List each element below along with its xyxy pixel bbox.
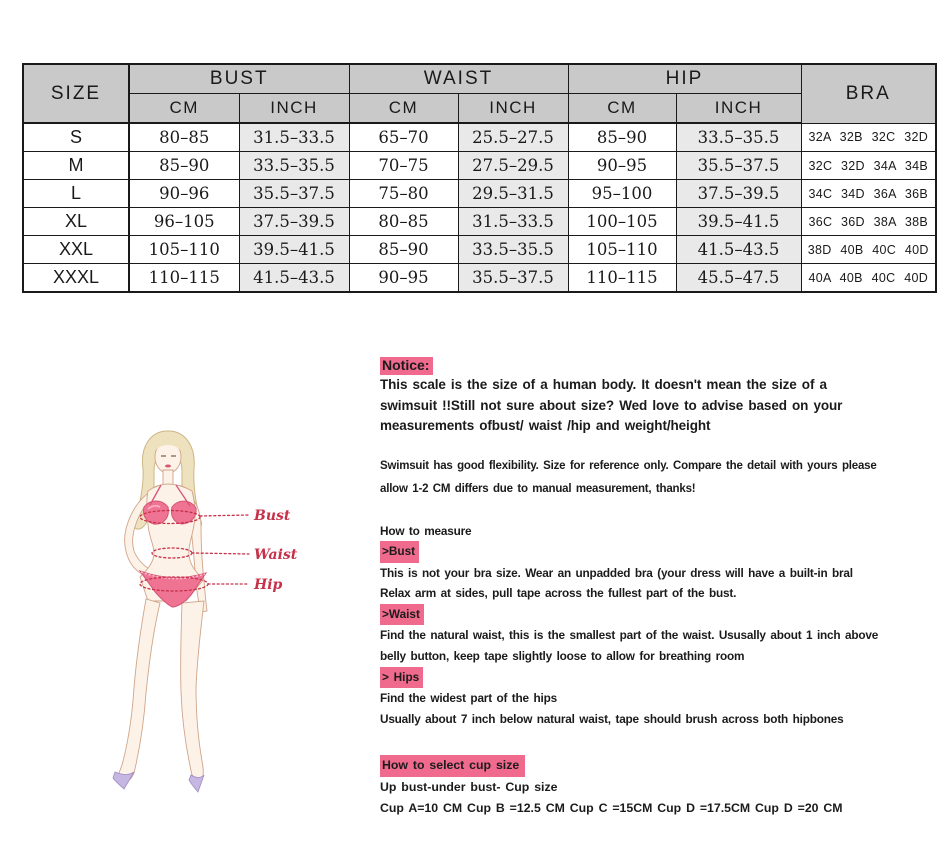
header-bust: BUST xyxy=(129,64,349,94)
cell-bra: 34C 34D 36A 36B xyxy=(801,180,936,208)
table-row xyxy=(23,152,936,180)
header-hip-cm: CM xyxy=(568,94,676,124)
cell-waist-inch: 31.5–33.5 xyxy=(458,208,568,236)
waist-instruction-line: belly button, keep tape slightly loose to allow for breathing room xyxy=(380,649,745,664)
header-size: SIZE xyxy=(23,64,129,123)
cell-bust-inch: 35.5–37.5 xyxy=(239,180,349,208)
cell-size: L xyxy=(23,180,129,208)
table-row xyxy=(23,208,936,236)
cell-bust-inch: 33.5–35.5 xyxy=(239,152,349,180)
table-row xyxy=(23,264,936,293)
cell-waist-cm: 90–95 xyxy=(349,264,458,293)
header-bust-inch: INCH xyxy=(239,94,349,124)
bust-instruction-line: This is not your bra size. Wear an unpadded bra (your dress will have a built-in bral xyxy=(380,565,853,580)
hips-instruction-line: Usually about 7 inch below natural waist, tape should brush across both hipbones xyxy=(380,711,844,726)
cell-hip-cm: 100–105 xyxy=(568,208,676,236)
cell-hip-cm: 105–110 xyxy=(568,236,676,264)
waist-label: Waist xyxy=(254,547,298,563)
cell-bra: 36C 36D 38A 38B xyxy=(801,208,936,236)
bust-label: Bust xyxy=(254,508,291,524)
cell-hip-inch: 41.5–43.5 xyxy=(676,236,801,264)
waist-tag: >Waist xyxy=(380,604,424,626)
header-hip-inch: INCH xyxy=(676,94,801,124)
bikini-top-left-cup xyxy=(143,501,168,524)
right-shoe xyxy=(189,775,204,792)
cell-bust-cm: 90–96 xyxy=(129,180,239,208)
waist-tag-line xyxy=(380,604,942,626)
cell-bust-cm: 110–115 xyxy=(129,264,239,293)
bust-measure-line xyxy=(200,515,249,516)
size-chart-table xyxy=(22,63,937,293)
left-leg xyxy=(116,599,160,783)
cup-heading: How to select cup size xyxy=(380,755,525,777)
lips xyxy=(165,465,171,468)
measurement-figure xyxy=(88,423,378,823)
cell-waist-inch: 29.5–31.5 xyxy=(458,180,568,208)
how-to-measure-title: How to measure xyxy=(380,523,472,538)
cell-hip-cm: 95–100 xyxy=(568,180,676,208)
cup-size-section xyxy=(380,755,942,819)
hips-tag: > Hips xyxy=(380,667,423,689)
bust-instruction-line: Relax arm at sides, pull tape across the fullest part of the bust. xyxy=(380,586,737,601)
cell-size: S xyxy=(23,123,129,152)
header-waist: WAIST xyxy=(349,64,568,94)
how-to-measure-section xyxy=(380,521,942,730)
cup-heading-line xyxy=(380,755,942,777)
cell-hip-inch: 39.5–41.5 xyxy=(676,208,801,236)
right-leg xyxy=(181,601,204,783)
cell-bra: 38D 40B 40C 40D xyxy=(801,236,936,264)
notice-line: measurements ofbust/ waist /hip and weight/height xyxy=(380,418,711,433)
notice-heading: Notice: xyxy=(380,357,433,375)
cell-bust-cm: 80–85 xyxy=(129,123,239,152)
cell-bra: 32A 32B 32C 32D xyxy=(801,123,936,152)
hips-instruction-line: Find the widest part of the hips xyxy=(380,691,557,706)
cell-hip-cm: 110–115 xyxy=(568,264,676,293)
cell-hip-inch: 45.5–47.5 xyxy=(676,264,801,293)
cell-bust-cm: 105–110 xyxy=(129,236,239,264)
size-guide-text xyxy=(380,351,942,819)
notice-heading-line xyxy=(380,351,942,375)
bust-tag-line xyxy=(380,541,942,563)
cell-bust-inch: 39.5–41.5 xyxy=(239,236,349,264)
figure-illustration xyxy=(88,423,378,823)
flexibility-note-line: Swimsuit has good flexibility. Size for reference only. Compare the detail with yours please xyxy=(380,459,877,472)
cell-size: XL xyxy=(23,208,129,236)
header-waist-cm: CM xyxy=(349,94,458,124)
table-row xyxy=(23,123,936,152)
cell-bra: 32C 32D 34A 34B xyxy=(801,152,936,180)
header-waist-inch: INCH xyxy=(458,94,568,124)
cell-waist-cm: 80–85 xyxy=(349,208,458,236)
cup-line: Up bust-under bust- Cup size xyxy=(380,780,558,795)
header-hip: HIP xyxy=(568,64,801,94)
cell-hip-inch: 33.5–35.5 xyxy=(676,123,801,152)
cell-waist-inch: 33.5–35.5 xyxy=(458,236,568,264)
flexibility-note xyxy=(380,455,942,501)
cell-size: XXL xyxy=(23,236,129,264)
table-row xyxy=(23,180,936,208)
waist-instruction-line: Find the natural waist, this is the smallest part of the waist. Ususally about 1 inch above xyxy=(380,628,879,643)
left-shoe xyxy=(113,772,134,789)
header-bust-cm: CM xyxy=(129,94,239,124)
cell-bust-cm: 96–105 xyxy=(129,208,239,236)
cell-hip-inch: 37.5–39.5 xyxy=(676,180,801,208)
cell-bust-inch: 41.5–43.5 xyxy=(239,264,349,293)
cell-waist-cm: 85–90 xyxy=(349,236,458,264)
cell-waist-inch: 35.5–37.5 xyxy=(458,264,568,293)
bust-tag: >Bust xyxy=(380,541,419,563)
hips-tag-line xyxy=(380,667,942,689)
cell-bra: 40A 40B 40C 40D xyxy=(801,264,936,293)
cup-line: Cup A=10 CM Cup B =12.5 CM Cup C =15CM Cup D =17.5CM Cup D =20 CM xyxy=(380,801,843,816)
header-bra: BRA xyxy=(801,64,936,123)
cell-size: M xyxy=(23,152,129,180)
cell-waist-cm: 65–70 xyxy=(349,123,458,152)
cell-bust-inch: 37.5–39.5 xyxy=(239,208,349,236)
cell-hip-cm: 90–95 xyxy=(568,152,676,180)
cell-size: XXXL xyxy=(23,264,129,293)
cell-waist-cm: 70–75 xyxy=(349,152,458,180)
hip-label: Hip xyxy=(254,577,283,593)
cell-waist-cm: 75–80 xyxy=(349,180,458,208)
cell-bust-inch: 31.5–33.5 xyxy=(239,123,349,152)
cell-waist-inch: 25.5–27.5 xyxy=(458,123,568,152)
flexibility-note-line: allow 1-2 CM differs due to manual measurement, thanks! xyxy=(380,482,696,495)
notice-line: This scale is the size of a human body. It doesn't mean the size of a xyxy=(380,377,827,392)
cell-waist-inch: 27.5–29.5 xyxy=(458,152,568,180)
cell-bust-cm: 85–90 xyxy=(129,152,239,180)
notice-line: swimsuit !!Still not sure about size? Wed love to advise based on your xyxy=(380,397,843,413)
cell-hip-inch: 35.5–37.5 xyxy=(676,152,801,180)
cell-hip-cm: 85–90 xyxy=(568,123,676,152)
table-row xyxy=(23,236,936,264)
